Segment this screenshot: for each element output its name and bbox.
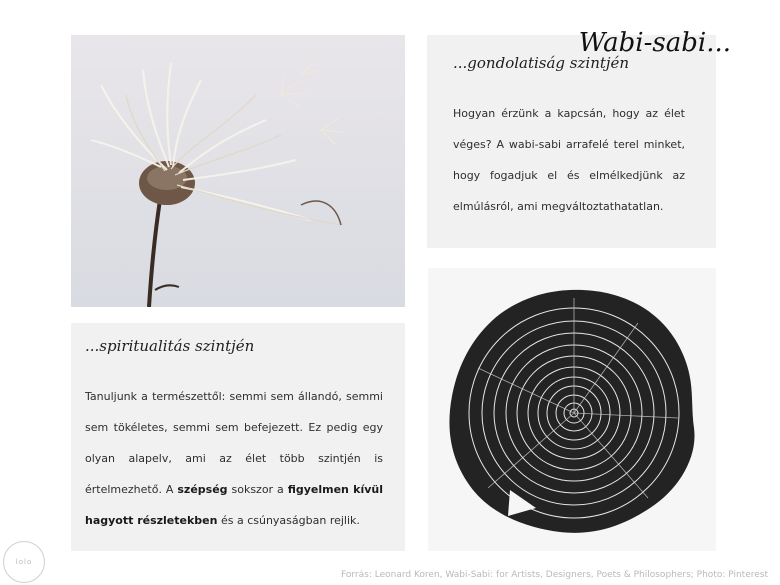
brand-logo — [3, 541, 45, 583]
thought-level-text: Hogyan érzünk a kapcsán, hogy az élet véges? A wabi-sabi arrafelé terel minket, hogy fogadjuk el és elmélkedjünk az elmúlásról, ami megváltoztathatatlan. — [453, 107, 685, 213]
spiritual-text-part-2: sokszor a — [227, 483, 288, 496]
page-title: Wabi-sabi... — [578, 28, 731, 58]
tree-rings-illustration — [428, 268, 716, 551]
source-credit: Forrás: Leonard Koren, Wabi-Sabi: for Artists, Designers, Poets & Philosophers; Photo: Pinterest — [341, 570, 768, 580]
spiritual-level-heading: ...spiritualitás szintjén — [85, 337, 255, 355]
thought-level-heading: ...gondolatiság szintjén — [453, 54, 630, 72]
overlooked-details-emphasis: figyelmen kívül hagyott részletekben — [85, 483, 383, 527]
spiritual-text-part-3: és a csúnyaságban rejlik. — [217, 514, 360, 527]
brand-logo-text: lolo — [15, 558, 33, 566]
tree-rings-photo — [428, 268, 716, 551]
beauty-emphasis: szépség — [177, 483, 228, 496]
spiritual-level-text — [85, 381, 383, 536]
spiritual-text-part-1: Tanuljunk a természettől: semmi sem állandó, semmi sem tökéletes, semmi sem befejezett. Ez pedig egy olyan alapelv, ami az élet több szintjén is értelmezhető. A — [85, 390, 383, 496]
dried-flower-photo — [71, 35, 405, 307]
dried-flower-illustration — [71, 35, 405, 307]
